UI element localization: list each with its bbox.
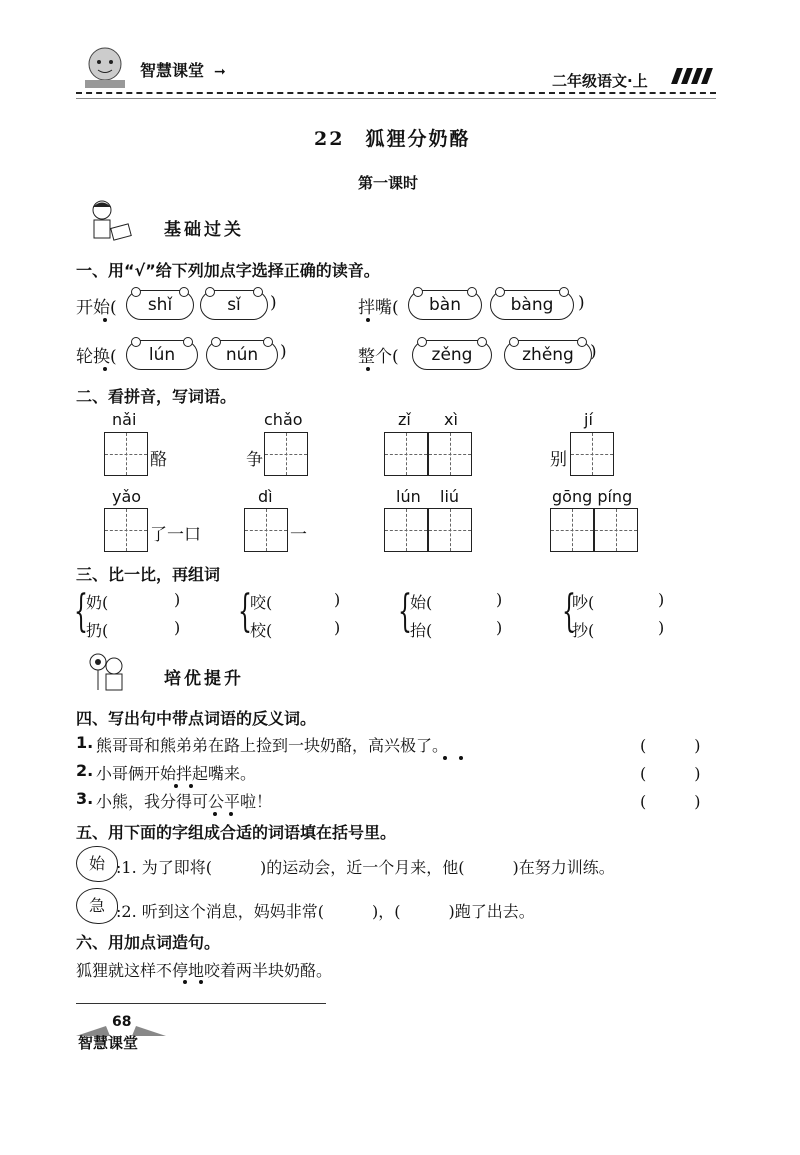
q2-pinyin: dì (258, 487, 273, 506)
q1-close-paren: ) (578, 293, 585, 313)
q6-sentence: 狐狸就这样不停地咬着两半块奶酪。 (76, 961, 333, 980)
q2-pinyin: yǎo (112, 487, 142, 506)
q2-title: 二、看拼音，写词语。 (76, 387, 237, 406)
q1-word-2: 拌嘴( (358, 298, 399, 318)
q2-after: 酪 (150, 450, 167, 470)
pinyin-option[interactable]: nún (206, 340, 278, 370)
brace: { (74, 586, 88, 637)
q6-title: 六、用加点词造句。 (76, 933, 221, 952)
writing-box[interactable] (384, 508, 428, 552)
q3-paren: ) (658, 590, 665, 609)
emphasis-dot (366, 318, 370, 322)
pinyin-option[interactable]: zhěng (504, 340, 592, 370)
emphasis-dot (443, 756, 447, 760)
writing-box[interactable] (104, 432, 148, 476)
header-grade: 二年级语文·上 (552, 72, 648, 90)
emphasis-dot (189, 784, 193, 788)
q3-char: 校( (250, 621, 273, 640)
emphasis-dot (213, 812, 217, 816)
q1-word-1: 开始( (76, 298, 117, 318)
q1-close-paren: ) (270, 293, 277, 313)
writing-box[interactable] (244, 508, 288, 552)
footer-page-number: 68 (112, 1014, 132, 1030)
header-divider-thin (76, 98, 716, 99)
q3-paren: ) (174, 590, 181, 609)
writing-box[interactable] (428, 432, 472, 476)
pinyin-option[interactable]: bàn (408, 290, 482, 320)
q5-sentence: :2. 听到这个消息，妈妈非常( )，( )跑了出去。 (116, 902, 535, 921)
emphasis-dot (199, 980, 203, 984)
footer-divider (76, 1003, 326, 1004)
q4-answer[interactable]: ( ) (640, 736, 701, 755)
writing-box[interactable] (264, 432, 308, 476)
writing-box[interactable] (104, 508, 148, 552)
q3-paren: ) (658, 618, 665, 637)
q3-paren: ) (496, 618, 503, 637)
q1-close-paren: ) (280, 342, 287, 362)
q3-paren: ) (174, 618, 181, 637)
header-arrow-icon: ➞ (214, 64, 226, 80)
q1-word-4: 整个( (358, 347, 399, 367)
q3-char: 扔( (86, 621, 109, 640)
q3-title: 三、比一比，再组词 (76, 565, 221, 584)
page-title: 22 狐狸分奶酪 (314, 128, 471, 150)
q2-pinyin: xì (444, 410, 458, 429)
q3-paren: ) (334, 590, 341, 609)
q2-after: 一 (290, 525, 307, 545)
q1-word-3: 轮换( (76, 347, 117, 367)
section-basic: 基础过关 (164, 220, 244, 240)
q2-pinyin: liú (440, 487, 460, 506)
q2-pinyin: chǎo (264, 410, 303, 429)
q3-paren: ) (334, 618, 341, 637)
writing-box[interactable] (550, 508, 594, 552)
q4-title: 四、写出句中带点词语的反义词。 (76, 709, 317, 728)
emphasis-dot (366, 367, 370, 371)
character-badge: 急 (76, 888, 118, 924)
header-brand: 智慧课堂 (140, 61, 205, 80)
q5-title: 五、用下面的字组成合适的词语填在括号里。 (76, 823, 397, 842)
q3-char: 咬( (250, 593, 273, 612)
q3-char: 奶( (86, 593, 109, 612)
footer-brand: 智慧课堂 (78, 1034, 139, 1052)
q1-close-paren: ) (590, 342, 597, 362)
emphasis-dot (459, 756, 463, 760)
q1-title: 一、用“√”给下列加点字选择正确的读音。 (76, 261, 380, 280)
q2-pinyin: jí (584, 410, 593, 429)
q4-sentence: 小哥俩开始拌起嘴来。 (96, 764, 257, 783)
q5-sentence: :1. 为了即将( )的运动会，近一个月来，他( )在努力训练。 (116, 858, 615, 877)
pinyin-option[interactable]: lún (126, 340, 198, 370)
q4-answer[interactable]: ( ) (640, 792, 701, 811)
header-mascot (80, 44, 130, 90)
emphasis-dot (174, 784, 178, 788)
q4-answer[interactable]: ( ) (640, 764, 701, 783)
q2-pinyin: gōng píng (552, 487, 633, 506)
pinyin-option[interactable]: shǐ (126, 290, 194, 320)
q2-pinyin: nǎi (112, 410, 137, 429)
q2-before: 别 (550, 450, 567, 470)
boy-reading-icon (84, 198, 134, 244)
q2-before: 争 (246, 450, 263, 470)
q3-char: 抬( (410, 621, 433, 640)
q4-sentence: 熊哥哥和熊弟弟在路上捡到一块奶酪，高兴极了。 (96, 736, 449, 755)
character-badge: 始 (76, 846, 118, 882)
q3-char: 始( (410, 593, 433, 612)
pinyin-option[interactable]: sǐ (200, 290, 268, 320)
q4-num: 2. (76, 761, 94, 780)
pinyin-option[interactable]: bàng (490, 290, 574, 320)
section-advanced: 培优提升 (164, 669, 244, 689)
girl-flower-icon (84, 650, 130, 696)
writing-box[interactable] (594, 508, 638, 552)
brace: { (562, 586, 576, 637)
q4-sentence: 小熊，我分得可公平啦！ (96, 792, 273, 811)
q4-num: 1. (76, 733, 94, 752)
brace: { (398, 586, 412, 637)
emphasis-dot (103, 318, 107, 322)
writing-box[interactable] (384, 432, 428, 476)
q2-after: 了一口 (150, 525, 201, 545)
writing-box[interactable] (428, 508, 472, 552)
emphasis-dot (229, 812, 233, 816)
emphasis-dot (183, 980, 187, 984)
q3-char: 吵( (572, 593, 595, 612)
header-divider (76, 92, 716, 94)
pinyin-option[interactable]: zěng (412, 340, 492, 370)
emphasis-dot (103, 367, 107, 371)
writing-box[interactable] (570, 432, 614, 476)
q4-num: 3. (76, 789, 94, 808)
q3-char: 抄( (572, 621, 595, 640)
brace: { (238, 586, 252, 637)
header-stripes (672, 68, 712, 84)
q3-paren: ) (496, 590, 503, 609)
q2-pinyin: lún (396, 487, 421, 506)
page-subtitle: 第一课时 (358, 174, 419, 192)
q2-pinyin: zǐ (398, 410, 411, 429)
